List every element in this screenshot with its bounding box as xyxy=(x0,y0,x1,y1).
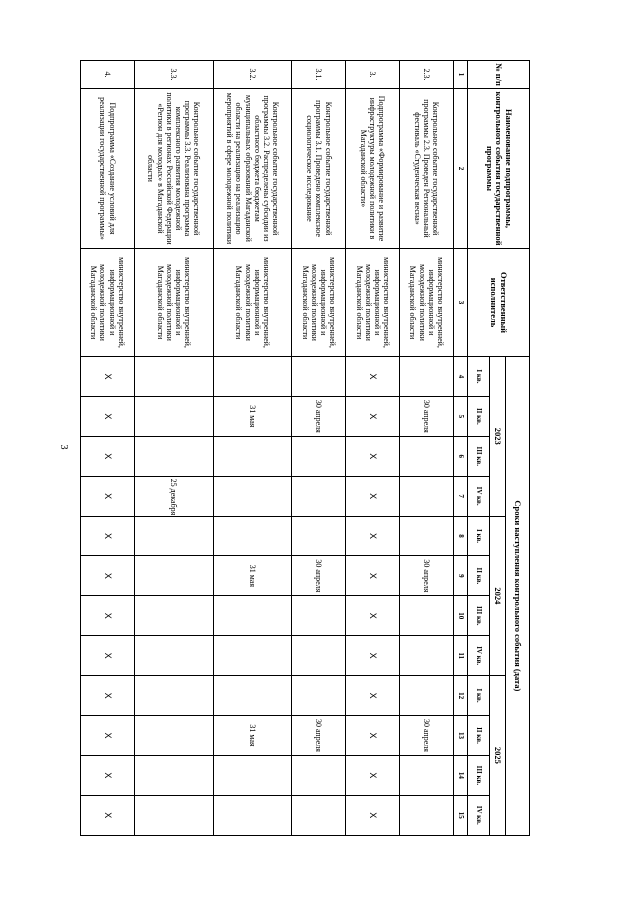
table-row xyxy=(292,61,346,836)
date-cell xyxy=(292,476,346,516)
date-cell xyxy=(213,755,292,795)
event-name: Контрольное событие государственной программы 3.1. Проведено комплексное социологическое исследование xyxy=(292,89,346,249)
event-name: Подпрограмма «Создание условий для реализации государственной программы» xyxy=(81,89,135,249)
date-cell xyxy=(400,795,454,835)
date-cell: X xyxy=(81,396,135,436)
header-quarter: III кв. xyxy=(468,596,490,636)
row-number: 3.1. xyxy=(292,61,346,89)
header-name: Наименование подпрограммы, контрольного события государственной программы xyxy=(468,89,530,249)
header-quarter: I кв. xyxy=(468,357,490,397)
header-quarter: II кв. xyxy=(468,716,490,756)
header-quarter: I кв. xyxy=(468,516,490,556)
event-name: Контрольное событие государственной программы 2.3. Проведен Региональный фестиваль «Студенческая весна» xyxy=(400,89,454,249)
date-cell xyxy=(400,357,454,397)
header-quarter: III кв. xyxy=(468,436,490,476)
column-number: 14 xyxy=(454,755,468,795)
date-cell xyxy=(134,516,213,556)
row-number: 2.3. xyxy=(400,61,454,89)
date-cell: X xyxy=(346,795,400,835)
table-row xyxy=(81,61,135,836)
date-cell: X xyxy=(346,396,400,436)
column-number: 10 xyxy=(454,596,468,636)
date-cell xyxy=(213,596,292,636)
date-cell: X xyxy=(81,596,135,636)
date-cell: X xyxy=(81,516,135,556)
date-cell xyxy=(213,516,292,556)
column-number: 9 xyxy=(454,556,468,596)
control-events-table xyxy=(80,60,530,836)
column-number: 4 xyxy=(454,357,468,397)
date-cell xyxy=(400,596,454,636)
date-cell xyxy=(134,556,213,596)
page-number: 3 xyxy=(58,444,69,450)
date-cell: X xyxy=(81,476,135,516)
header-year: 2024 xyxy=(490,516,506,676)
table-row xyxy=(346,61,400,836)
header-year: 2025 xyxy=(490,676,506,836)
header-quarter: II кв. xyxy=(468,396,490,436)
responsible-executor: министерство внутренней, информационной и молодежной политики Магаданской области xyxy=(134,249,213,357)
date-cell: X xyxy=(346,556,400,596)
header-num: № п/п xyxy=(468,61,530,89)
date-cell xyxy=(400,755,454,795)
date-cell: 31 мая xyxy=(213,556,292,596)
column-number: 5 xyxy=(454,396,468,436)
table-row xyxy=(400,61,454,836)
date-cell xyxy=(400,436,454,476)
date-cell: 31 мая xyxy=(213,396,292,436)
date-cell: X xyxy=(346,676,400,716)
date-cell xyxy=(134,716,213,756)
date-cell: 30 апреля xyxy=(400,556,454,596)
date-cell: 30 апреля xyxy=(400,716,454,756)
date-cell: X xyxy=(81,716,135,756)
header-quarter: I кв. xyxy=(468,676,490,716)
date-cell xyxy=(213,436,292,476)
row-number: 3.2. xyxy=(213,61,292,89)
responsible-executor: министерство внутренней, информационной и молодежной политики Магаданской области xyxy=(346,249,400,357)
event-name: Контрольное событие государственной программы 3.2. Распределены субсидии из областного бюджета бюджетам муниципальных образований Магаданской области на реализацию на реализацию мероприятий в сфере молодежной политики xyxy=(213,89,292,249)
date-cell: X xyxy=(81,436,135,476)
table-row xyxy=(134,61,213,836)
column-number: 12 xyxy=(454,676,468,716)
column-number: 8 xyxy=(454,516,468,556)
date-cell xyxy=(213,795,292,835)
date-cell: X xyxy=(346,436,400,476)
date-cell xyxy=(400,676,454,716)
date-cell: X xyxy=(346,716,400,756)
column-number: 2 xyxy=(454,89,468,249)
date-cell: X xyxy=(346,596,400,636)
table-row xyxy=(213,61,292,836)
event-name: Подпрограмма «Формирование и развитие инфраструктуры молодежной политики в Магаданской области» xyxy=(346,89,400,249)
responsible-executor: министерство внутренней, информационной и молодежной политики Магаданской области xyxy=(292,249,346,357)
date-cell xyxy=(292,596,346,636)
column-number: 7 xyxy=(454,476,468,516)
date-cell: 25 декабря xyxy=(134,476,213,516)
date-cell xyxy=(292,795,346,835)
date-cell: X xyxy=(346,357,400,397)
date-cell xyxy=(292,357,346,397)
column-number: 15 xyxy=(454,795,468,835)
date-cell xyxy=(292,436,346,476)
date-cell xyxy=(213,357,292,397)
date-cell: X xyxy=(346,516,400,556)
date-cell: 31 мая xyxy=(213,716,292,756)
date-cell xyxy=(134,396,213,436)
column-number: 1 xyxy=(454,61,468,89)
header-year: 2023 xyxy=(490,357,506,517)
row-number: 3. xyxy=(346,61,400,89)
date-cell xyxy=(400,516,454,556)
date-cell xyxy=(134,676,213,716)
row-number: 4. xyxy=(81,61,135,89)
date-cell: X xyxy=(81,556,135,596)
responsible-executor: министерство внутренней, информационной и молодежной политики Магаданской области xyxy=(81,249,135,357)
date-cell xyxy=(134,636,213,676)
date-cell xyxy=(134,795,213,835)
date-cell: X xyxy=(346,636,400,676)
date-cell xyxy=(134,436,213,476)
column-number: 3 xyxy=(454,249,468,357)
date-cell xyxy=(134,357,213,397)
column-number: 11 xyxy=(454,636,468,676)
date-cell: 30 апреля xyxy=(292,396,346,436)
column-number: 13 xyxy=(454,716,468,756)
header-quarter: IV кв. xyxy=(468,795,490,835)
date-cell xyxy=(400,636,454,676)
date-cell: X xyxy=(81,676,135,716)
header-quarter: IV кв. xyxy=(468,476,490,516)
date-cell xyxy=(292,755,346,795)
date-cell: 30 апреля xyxy=(400,396,454,436)
date-cell xyxy=(134,755,213,795)
header-quarter: III кв. xyxy=(468,755,490,795)
date-cell xyxy=(292,636,346,676)
date-cell xyxy=(134,596,213,636)
date-cell: X xyxy=(346,755,400,795)
column-number: 6 xyxy=(454,436,468,476)
date-cell xyxy=(213,636,292,676)
event-name: Контрольное событие государственной программы 3.3. Реализована программа комплексного развития молодежной политики в регионах Российской Федерации «Регион для молодых» в Магаданской области xyxy=(134,89,213,249)
header-executor: Ответственный исполнитель xyxy=(468,249,530,357)
date-cell xyxy=(400,476,454,516)
header-quarter: IV кв. xyxy=(468,636,490,676)
date-cell: 30 апреля xyxy=(292,716,346,756)
date-cell: X xyxy=(346,476,400,516)
date-cell xyxy=(213,676,292,716)
date-cell: X xyxy=(81,636,135,676)
date-cell: X xyxy=(81,357,135,397)
date-cell xyxy=(213,476,292,516)
row-number: 3.3. xyxy=(134,61,213,89)
header-terms: Сроки наступления контрольного события (дата) xyxy=(506,357,530,836)
date-cell: X xyxy=(81,755,135,795)
responsible-executor: министерство внутренней, информационной и молодежной политики Магаданской области xyxy=(400,249,454,357)
date-cell xyxy=(292,516,346,556)
date-cell: 30 апреля xyxy=(292,556,346,596)
date-cell: X xyxy=(81,795,135,835)
responsible-executor: министерство внутренней, информационной и молодежной политики Магаданской области xyxy=(213,249,292,357)
header-quarter: II кв. xyxy=(468,556,490,596)
rotated-table-container xyxy=(80,60,530,835)
date-cell xyxy=(292,676,346,716)
